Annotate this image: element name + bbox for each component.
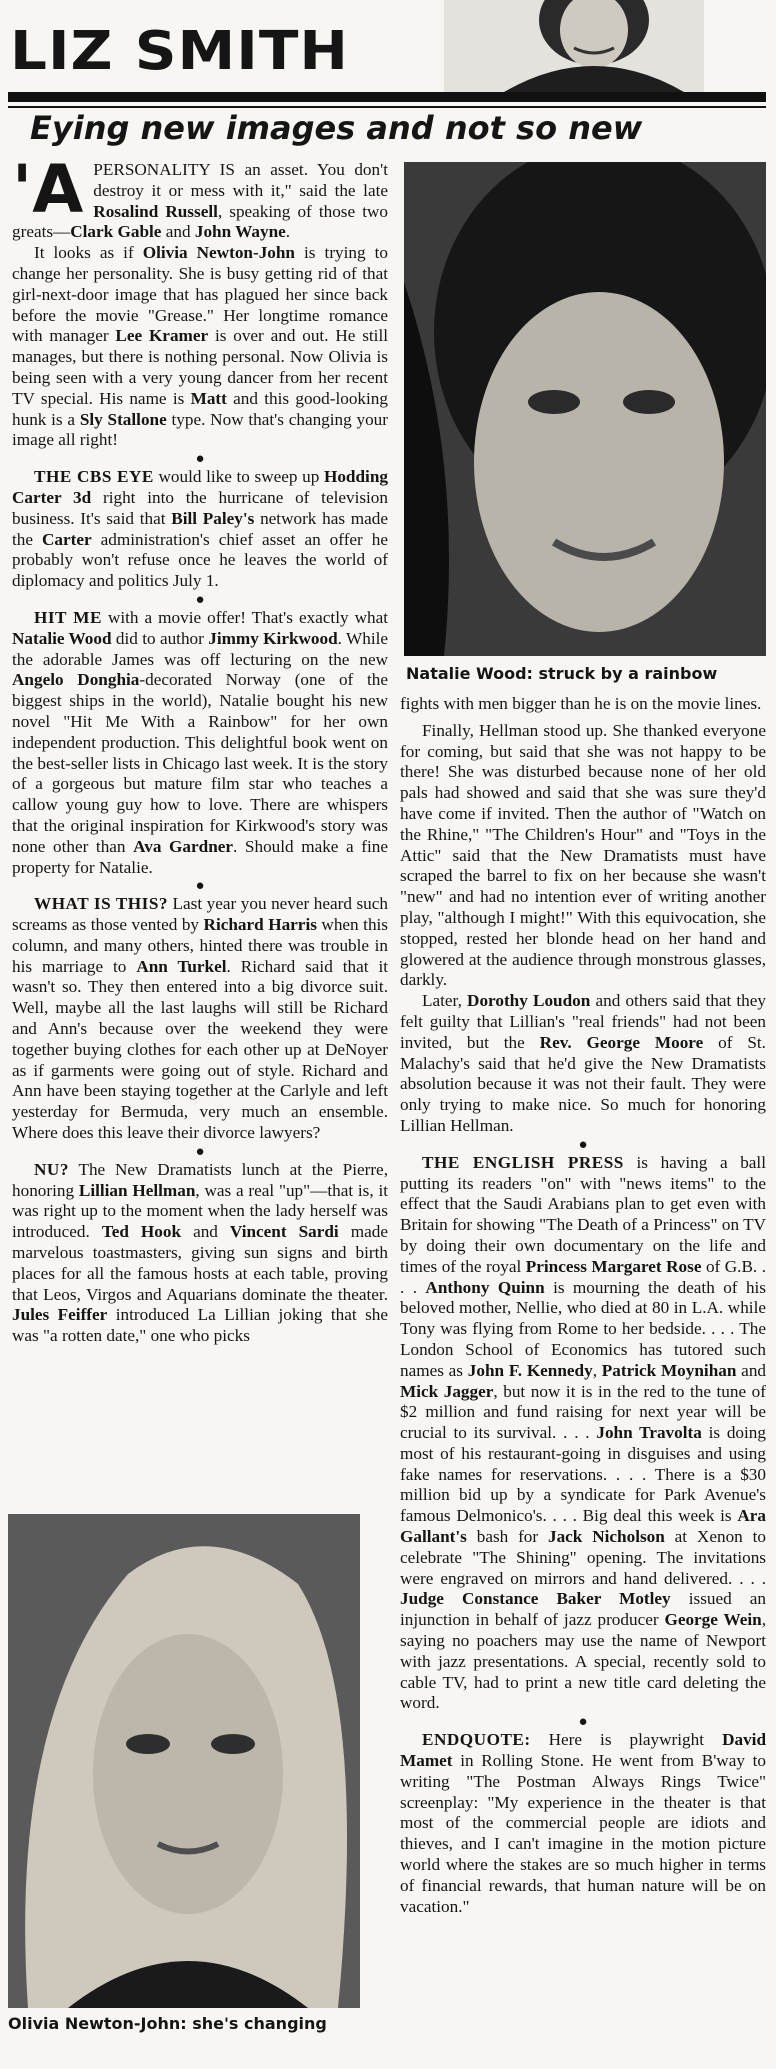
english-paragraph: THE ENGLISH PRESS is having a ball putting its readers "on" with "news items" to the effect that the Saudi Arabians plan to get even with Britain for showing "The Death of a Princess" on TV by doing their own documentary on the life and times of the royal Princess Margaret Rose of G.B. . . . Anthony Quinn is mourning the death of his beloved mother, Nellie, who died at 80 in L.A. while Tony was flying from Rome to her bedside. . . . The London School of Economics has tutored such names as John F. Kennedy, Patrick Moynihan and Mick Jagger, but now it is in the red to the tune of $2 million and fund raising for next year will be crucial to its survival. . . . John Travolta is doing most of his restaurant-going in disguises and using fake names for reservations. . . . There is a $30 million bid up by a syndicate for Park Avenue's famous Delmonico's. . . . Big deal this week is Ara Gallant's bash for Jack Nicholson at Xenon to celebrate "The Shining" opening. The invitations were engraved on mirrors and hand delivered. . . . Judge Constance Baker Motley issued an injunction in behalf of jazz producer George Wein, saying no poachers may use the name of Newport with jazz presentations. A special, recently sold to cable TV, had to print a new title card deleting the word. xyxy=(400,1152,767,1713)
nu-continuation: fights with men bigger than he is on the movie lines. xyxy=(400,694,762,713)
columnist-headshot xyxy=(444,0,704,92)
later-paragraph: Later, Dorothy Loudon and others said that they felt guilty that Lillian's "real friends" had not been invited, but the Rev. George Moore of St. Malachy's said that he'd give the New Dramatists absolution because it was not their fault. They were only trying to make nice. So much for honoring Lillian Hellman. xyxy=(400,991,767,1135)
olivia-newton-john-image xyxy=(8,1514,360,2008)
intro-paragraph: 'APERSONALITY IS an asset. You don't destroy it or mess with it," said the late Rosalind Russell, speaking of those two greats—Clark Gable and John Wayne. xyxy=(12,151,388,242)
natalie-wood-photo xyxy=(404,162,766,656)
finally-paragraph: Finally, Hellman stood up. She thanked everyone for coming, but said that she was not happy to be there! She was disturbed because none of her old pals had showed and said that she was sure they'd have come if invited. Then the author of "Watch on the Rhine," "The Children's Hour" and "Toys in the Attic" said that the New Dramatists must have scraped the barrel to fix on her because she wasn't "new" and had no intention ever of writing another play, "although I might!" With this equivocation, she stopped, rested her blonde head on her hand and glowered at the audience through monstrous glasses, darkly. xyxy=(400,720,766,990)
section-bullet: ● xyxy=(195,878,205,895)
natalie-wood-image xyxy=(404,162,766,656)
nu-paragraph: NU? The New Dramatists lunch at the Pierre, honoring Lillian Hellman, was a real "up"—that is, it was right up to the moment when the lady herself was introduced. Ted Hook and Vincent Sardi made marvelous toastmasters, giving sun signs and birth places for all the famous hosts at each table, proving that Leos, Virgos and Aquarians dominate the theater. Jules Feiffer introduced La Lillian joking that she was "a rotten date," one who picks xyxy=(12,1159,389,1346)
cbs-paragraph: THE CBS EYE would like to sweep up Hodding Carter 3d right into the hurricane of television business. It's said that Bill Paley's network has made the Carter administration's chief asset an offer he probably won't refuse once he leaves the world of diplomacy and politics July 1. xyxy=(12,467,389,591)
section-bullet: ● xyxy=(195,591,205,608)
columnist-headshot-image xyxy=(444,0,704,92)
olivia-paragraph: It looks as if Olivia Newton-John is trying to change her personality. She is busy getting rid of that girl-next-door image that has plagued her since back before the movie "Grease." Her longtime romance with manager Lee Kramer is over and out. He still manages, but there is nothing personal. Now Olivia is being seen with a very young dancer from her recent TV special. His name is Matt and this good-looking hunk is a Sly Stallone type. Now that's changing your image all right! xyxy=(12,243,389,450)
endquote-paragraph: ENDQUOTE: Here is playwright David Mamet in Rolling Stone. He went from B'way to writing "The Postman Always Rings Twice" screenplay: "My experience in the theater is that most of the commercial people are idiots and thieves, and I can't imagine in the motion picture world where the stakes are so much higher in terms of financial rewards, that human nature will be on vacation." xyxy=(400,1730,766,1916)
masthead-thin-rule xyxy=(8,106,766,108)
natalie-wood-caption: Natalie Wood: struck by a rainbow xyxy=(406,664,718,683)
drop-cap: 'A xyxy=(12,151,84,228)
masthead-title: LIZ SMITH xyxy=(10,19,349,82)
headline: Eying new images and not so new xyxy=(30,109,643,147)
left-column xyxy=(12,151,389,1347)
hitme-paragraph: HIT ME with a movie offer! That's exactly what Natalie Wood did to author Jimmy Kirkwood. While the adorable James was off lecturing on the new Angelo Donghia-decorated Norway (one of the biggest ships in the world), Natalie bought his new novel "Hit Me With a Rainbow" for her own independent production. This delightful book went on the best-seller lists in Chicago last week. It is the story of a gorgeous but mature film star who teaches a callow young guy how to love. There are whispers that the original inspiration for Kirkwood's story was none other than Ava Gardner. Should make a fine property for Natalie. xyxy=(12,607,389,877)
olivia-newton-john-caption: Olivia Newton-John: she's changing xyxy=(8,2014,327,2033)
whatis-paragraph: WHAT IS THIS? Last year you never heard such screams as those vented by Richard Harris when this column, and many others, hinted there was trouble in his marriage to Ann Turkel. Richard said that it wasn't so. They then entered into a big divorce suit. Well, maybe all the last laughs will still be Richard and Ann's because over the weekend they were together buying clothes for each other up at DeNoyer as if garments were going out of style. Richard and Ann have been staying together at the Carlyle and left yesterday for Bermuda, very much an ensemble. Where does this leave their divorce lawyers? xyxy=(12,894,389,1143)
section-bullet: ● xyxy=(195,1143,205,1160)
section-bullet: ● xyxy=(195,451,205,468)
section-bullet: ● xyxy=(578,1136,588,1153)
masthead-rule xyxy=(8,92,766,102)
section-bullet: ● xyxy=(578,1714,588,1731)
olivia-newton-john-photo xyxy=(8,1514,360,2008)
right-column xyxy=(400,694,766,1917)
